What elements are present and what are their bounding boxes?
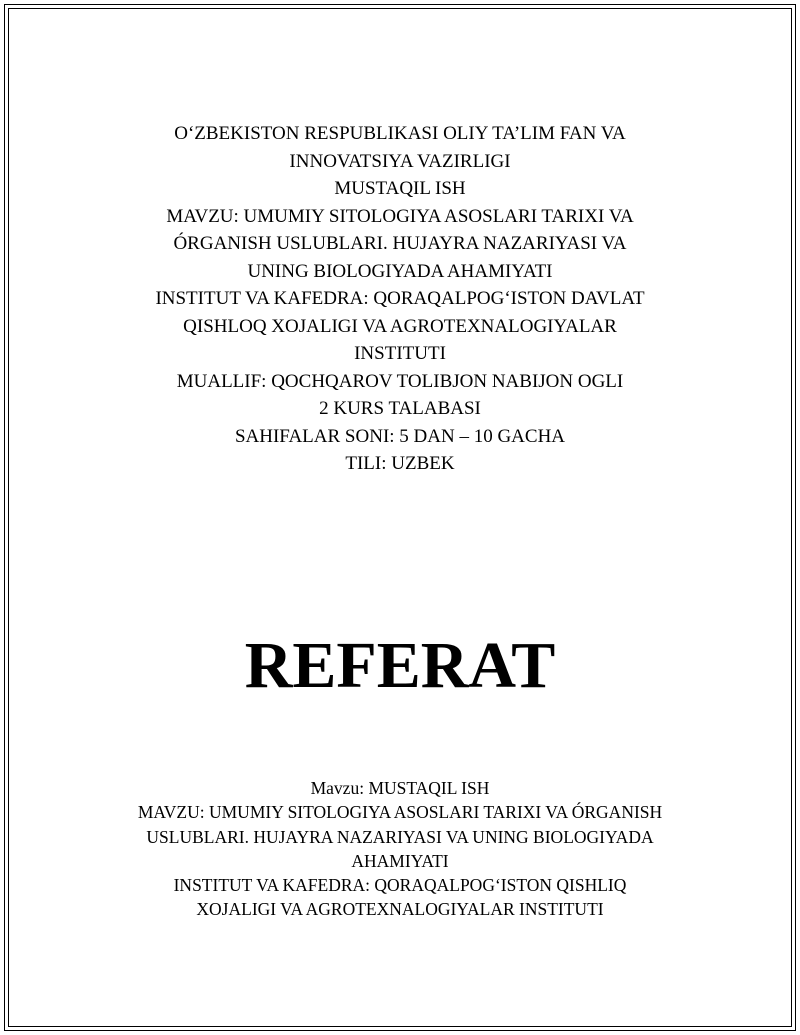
header-work-type: MUSTAQIL ISH (334, 178, 466, 199)
footer-topic-line-3: AHAMIYATI (351, 850, 449, 871)
header-institute-line-2: QISHLOQ XOJALIGI VA AGROTEXNALOGIYALAR (183, 315, 617, 337)
header-topic-line-1: MAVZU: UMUMIY SITOLOGIYA ASOSLARI TARIXI VA (166, 205, 634, 227)
footer-topic-line-1: MAVZU: UMUMIY SITOLOGIYA ASOSLARI TARIXI VA ÓRGANISH (137, 802, 663, 823)
header-institute-line-3: INSTITUTI (354, 343, 446, 364)
footer-subject: Mavzu: MUSTAQIL ISH (310, 778, 490, 798)
header-author: MUALLIF: QOCHQAROV TOLIBJON NABIJON OGLI (176, 370, 624, 392)
header-ministry-line-2: INNOVATSIYA VAZIRLIGI (289, 150, 511, 172)
header-topic-line-2: ÓRGANISH USLUBLARI. HUJAYRA NAZARIYASI VA (173, 233, 627, 254)
footer-block (0, 776, 800, 922)
document-title: REFERAT (244, 629, 556, 702)
footer-institute-line-2: XOJALIGI VA AGROTEXNALOGIYALAR INSTITUTI (196, 899, 604, 920)
header-language: TILI: UZBEK (345, 453, 455, 474)
header-course: 2 KURS TALABASI (319, 398, 481, 419)
footer-institute-line-1: INSTITUT VA KAFEDRA: QORAQALPOG‘ISTON QISHLIQ (173, 875, 627, 896)
header-block (0, 120, 800, 478)
header-ministry-line-1: O‘ZBEKISTON RESPUBLIKASI OLIY TA’LIM FAN VA (174, 123, 626, 144)
header-institute-line-1: INSTITUT VA KAFEDRA: QORAQALPOG‘ISTON DAVLAT (155, 288, 645, 309)
header-topic-line-3: UNING BIOLOGIYADA AHAMIYATI (247, 260, 553, 282)
header-page-count: SAHIFALAR SONI: 5 DAN – 10 GACHA (234, 425, 566, 447)
footer-topic-line-2: USLUBLARI. HUJAYRA NAZARIYASI VA UNING BIOLOGIYADA (146, 826, 654, 847)
